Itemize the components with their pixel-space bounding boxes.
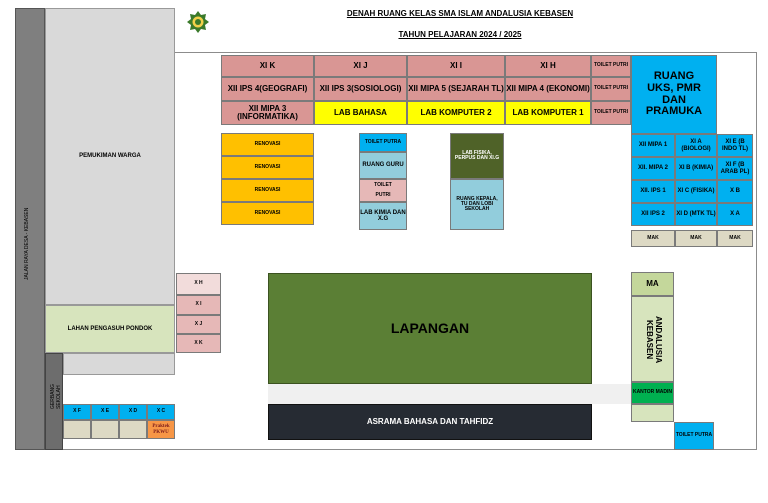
lapangan: LAPANGAN: [268, 273, 592, 384]
renovasi-4: RENOVASI: [221, 202, 314, 225]
room-x-k: X K: [176, 334, 221, 353]
room-xi-d: XI D (MTK TL): [675, 203, 717, 226]
renovasi-1: RENOVASI: [221, 133, 314, 156]
room-xi-a: XI A (BIOLOGI): [675, 134, 717, 157]
room-x-a: X A: [717, 203, 753, 226]
toilet-putri-middle-a: TOILET: [359, 179, 407, 191]
ma-label: MA: [631, 272, 674, 296]
lab-fisika: LAB FISIKA, PERPUS DAN XI.G: [450, 133, 504, 179]
road: [15, 8, 45, 450]
school-logo: [186, 10, 210, 34]
room-xi-k: XI K: [221, 55, 314, 77]
ma-building: [631, 296, 674, 382]
room-xii-ips-3: XII IPS 3(SOSIOLOGI): [314, 77, 407, 101]
ruang-kepala: RUANG KEPALA, TU DAN LOBI SEKOLAH: [450, 179, 504, 230]
walkway: [268, 384, 632, 404]
room-xi-e: XI E (B INDO TL): [717, 134, 753, 157]
room-xi-h: XI H: [505, 55, 591, 77]
settlement-area: PEMUKIMAN WARGA: [45, 8, 175, 305]
room-x-f: X F: [63, 404, 91, 420]
room-xii-ips-2: XII IPS 2: [631, 203, 675, 226]
renovasi-2: RENOVASI: [221, 156, 314, 179]
room-xii-mipa-2: XII. MIPA 2: [631, 157, 675, 180]
road-label: JALAN RAYA DESA - KEBASEN: [24, 207, 30, 281]
room-xi-i: XI I: [407, 55, 505, 77]
room-xii-ips-4: XII IPS 4(GEOGRAFI): [221, 77, 314, 101]
ruang-uks: RUANG UKS, PMR DAN PRAMUKA: [631, 55, 717, 134]
page-title: DENAH RUANG KELAS SMA ISLAM ANDALUSIA KEBASEN: [346, 9, 574, 18]
lab-bahasa: LAB BAHASA: [314, 101, 407, 125]
lab-komputer-2: LAB KOMPUTER 2: [407, 101, 505, 125]
caretaker-land: LAHAN PENGASUH PONDOK: [45, 305, 175, 353]
ma-building-label: ANDALUSIA KEBASEN: [645, 316, 663, 364]
mak-2: MAK: [675, 230, 717, 247]
room-xii-mipa-3: XII MIPA 3 (INFORMATIKA): [221, 101, 314, 125]
room-xi-j: XI J: [314, 55, 407, 77]
room-xi-b: XI B (KIMIA): [675, 157, 717, 180]
room-x-c: X C: [147, 404, 175, 420]
page-subtitle: TAHUN PELAJARAN 2024 / 2025: [398, 30, 522, 39]
annex-2: [91, 420, 119, 439]
ruang-guru: RUANG GURU: [359, 152, 407, 179]
school-gate: [45, 353, 63, 450]
room-xi-c: XI C (FISIKA): [675, 180, 717, 203]
room-xi-f: XI F (B ARAB PL): [717, 157, 753, 180]
annex-3: [119, 420, 147, 439]
annex-1: [63, 420, 91, 439]
room-x-j: X J: [176, 315, 221, 334]
room-x-d: X D: [119, 404, 147, 420]
gate-label: GERBANG SEKOLAH: [50, 383, 62, 409]
gray-strip: [63, 353, 175, 375]
room-x-i: X I: [176, 295, 221, 315]
mak-1: MAK: [631, 230, 675, 247]
lab-komputer-1: LAB KOMPUTER 1: [505, 101, 591, 125]
ma-annex: [631, 404, 674, 422]
toilet-putra-middle: TOILET PUTRA: [359, 133, 407, 152]
room-xii-ips-1: XII. IPS 1: [631, 180, 675, 203]
renovasi-3: RENOVASI: [221, 179, 314, 202]
room-x-e: X E: [91, 404, 119, 420]
praktek-pkwu: Praktek PKWU: [147, 420, 175, 439]
asrama: ASRAMA BAHASA DAN TAHFIDZ: [268, 404, 592, 440]
room-xii-mipa-1: XII MIPA 1: [631, 134, 675, 157]
lab-kimia: LAB KIMIA DAN X.G: [359, 202, 407, 230]
room-xii-mipa-5: XII MIPA 5 (SEJARAH TL): [407, 77, 505, 101]
mak-3: MAK: [717, 230, 753, 247]
kantor-madin: KANTOR MADIN: [631, 382, 674, 404]
toilet-putri-2: TOILET PUTRI: [591, 77, 631, 101]
room-x-b: X B: [717, 180, 753, 203]
room-xii-mipa-4: XII MIPA 4 (EKONOMI): [505, 77, 591, 101]
toilet-putra-bottom: TOILET PUTRA: [674, 422, 714, 450]
toilet-putri-1: TOILET PUTRI: [591, 55, 631, 77]
toilet-putri-3: TOILET PUTRI: [591, 101, 631, 125]
toilet-putri-middle-b: PUTRI: [359, 191, 407, 202]
room-x-h: X H: [176, 273, 221, 295]
